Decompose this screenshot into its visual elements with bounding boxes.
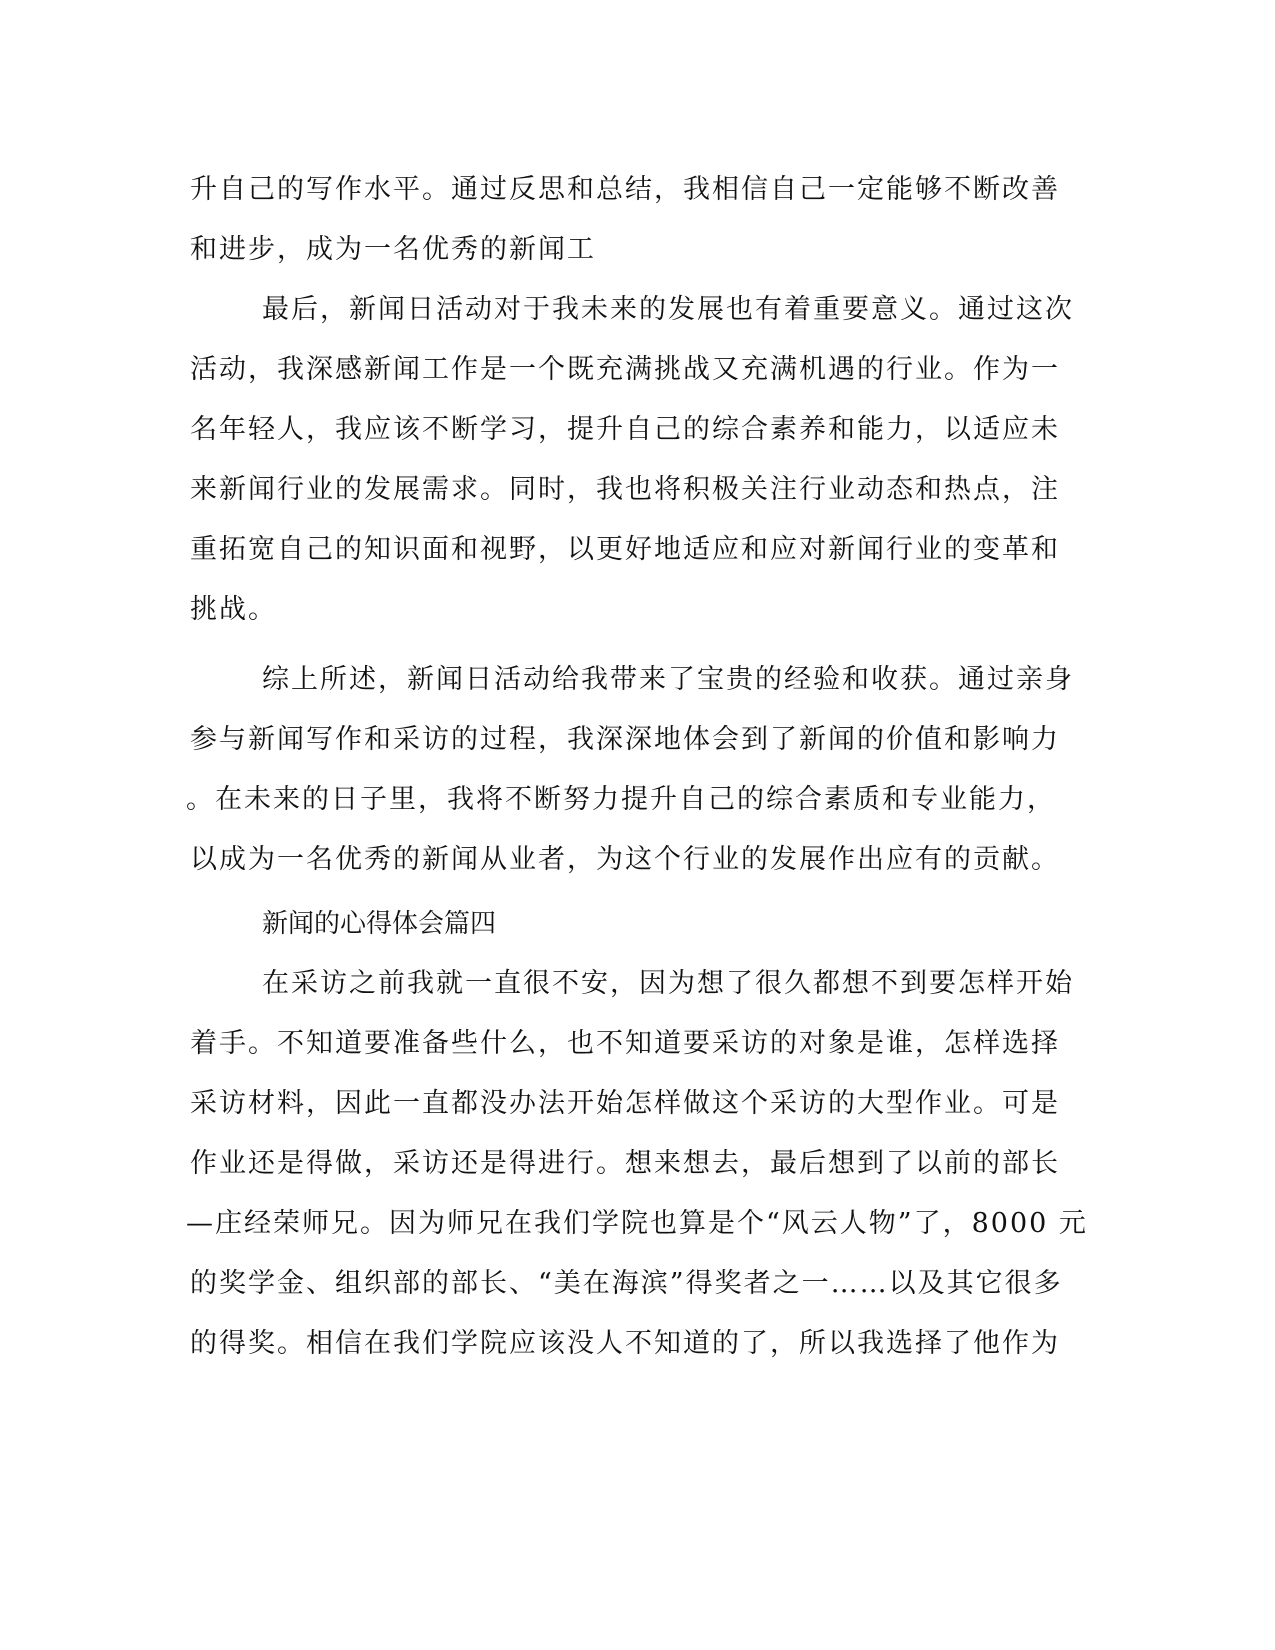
paragraph-line: 名年轻人，我应该不断学习，提升自己的综合素养和能力，以适应未 — [190, 414, 1060, 445]
paragraph-line: 综上所述，新闻日活动给我带来了宝贵的经验和收获。通过亲身 — [262, 664, 1074, 695]
paragraph-line: 参与新闻写作和采访的过程，我深深地体会到了新闻的价值和影响力 — [190, 724, 1060, 755]
paragraph-line: 采访材料，因此一直都没办法开始怎样做这个采访的大型作业。可是 — [190, 1088, 1060, 1119]
paragraph-line: 和进步，成为一名优秀的新闻工 — [190, 234, 596, 265]
paragraph-line: 的奖学金、组织部的部长、“美在海滨”得奖者之一……以及其它很多 — [190, 1268, 1063, 1299]
paragraph-line: 最后，新闻日活动对于我未来的发展也有着重要意义。通过这次 — [262, 294, 1074, 325]
paragraph-line: 着手。不知道要准备些什么，也不知道要采访的对象是谁，怎样选择 — [190, 1028, 1060, 1059]
paragraph-line: 。在未来的日子里，我将不断努力提升自己的综合素质和专业能力， — [186, 784, 1056, 815]
paragraph-line: —庄经荣师兄。因为师兄在我们学院也算是个“风云人物”了，8000 元 — [186, 1208, 1088, 1239]
section-heading: 新闻的心得体会篇四 — [262, 909, 497, 939]
paragraph-line: 挑战。 — [190, 594, 277, 625]
paragraph-line: 在采访之前我就一直很不安，因为想了很久都想不到要怎样开始 — [262, 968, 1074, 999]
paragraph-line: 的得奖。相信在我们学院应该没人不知道的了，所以我选择了他作为 — [190, 1328, 1060, 1359]
paragraph-line: 活动，我深感新闻工作是一个既充满挑战又充满机遇的行业。作为一 — [190, 354, 1060, 385]
paragraph-line: 升自己的写作水平。通过反思和总结，我相信自己一定能够不断改善 — [190, 174, 1060, 205]
paragraph-line: 以成为一名优秀的新闻从业者，为这个行业的发展作出应有的贡献。 — [190, 844, 1060, 875]
paragraph-line: 来新闻行业的发展需求。同时，我也将积极关注行业动态和热点，注 — [190, 474, 1060, 505]
paragraph-line: 作业还是得做，采访还是得进行。想来想去，最后想到了以前的部长 — [190, 1148, 1060, 1179]
paragraph-line: 重拓宽自己的知识面和视野，以更好地适应和应对新闻行业的变革和 — [190, 534, 1060, 565]
